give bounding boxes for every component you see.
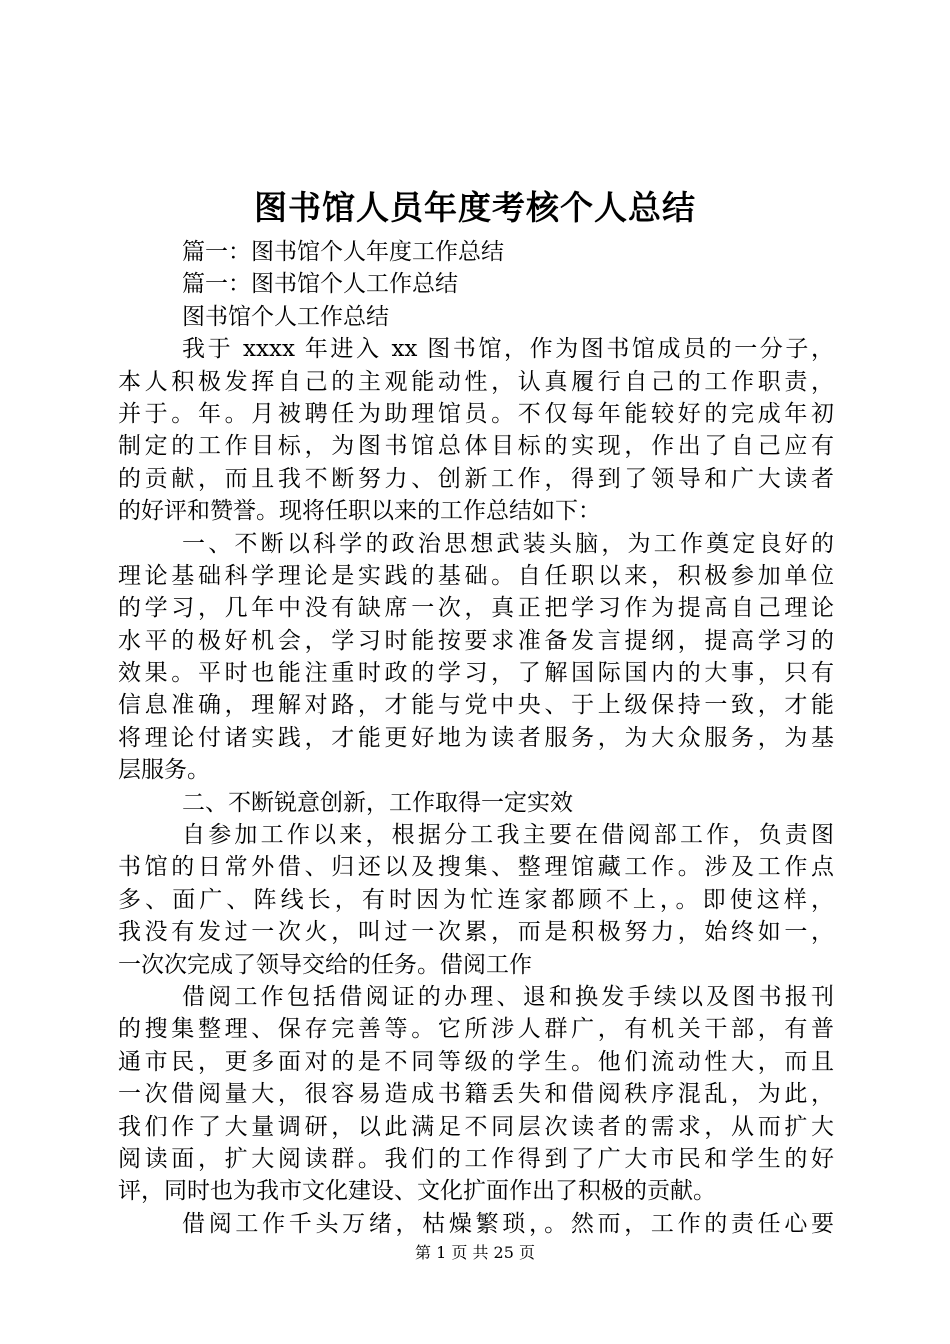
body-line: 图书馆个人工作总结: [182, 303, 389, 330]
body-line: 水平的极好机会，学习时能按要求准备发言提纲，提高学习的: [118, 627, 834, 654]
page-footer: 第 1 页 共 25 页: [415, 1243, 535, 1262]
body-line: 通市民，更多面对的是不同等级的学生。他们流动性大，而且: [118, 1048, 834, 1075]
body-line: 信息准确，理解对路，才能与党中央、于上级保持一致，才能: [118, 692, 834, 719]
body-line: 效果。平时也能注重时政的学习，了解国际国内的大事，只有: [118, 660, 834, 687]
document-title: 图书馆人员年度考核个人总结: [254, 188, 696, 227]
body-line: 一次次完成了领导交给的任务。借阅工作: [118, 951, 532, 978]
body-line: 自参加工作以来，根据分工我主要在借阅部工作，负责图: [182, 822, 834, 849]
body-line: 书馆的日常外借、归还以及搜集、整理馆藏工作。涉及工作点: [118, 854, 834, 881]
body-line: 我于 xxxx 年进入 xx 图书馆，作为图书馆成员的一分子，: [182, 336, 834, 363]
body-line: 理论基础科学理论是实践的基础。自任职以来，积极参加单位: [118, 562, 834, 589]
body-line: 二、不断锐意创新，工作取得一定实效: [182, 789, 573, 816]
body-line: 篇一：图书馆个人年度工作总结: [182, 239, 504, 265]
document-body: [118, 236, 834, 1240]
body-line: 并于。年。月被聘任为助理馆员。不仅每年能较好的完成年初: [118, 400, 834, 427]
body-line: 借阅工作千头万绪，枯燥繁琐，。然而，工作的责任心要: [182, 1210, 834, 1237]
body-line: 制定的工作目标，为图书馆总体目标的实现，作出了自己应有: [118, 433, 834, 460]
body-line: 层服务。: [118, 757, 210, 784]
body-line: 篇一：图书馆个人工作总结: [182, 271, 458, 298]
body-line: 我没有发过一次火，叫过一次累，而是积极努力，始终如一，: [118, 919, 834, 946]
body-line: 一次借阅量大，很容易造成书籍丢失和借阅秩序混乱，为此，: [118, 1081, 834, 1108]
body-line: 借阅工作包括借阅证的办理、退和换发手续以及图书报刊: [182, 983, 834, 1010]
body-line: 将理论付诸实践，才能更好地为读者服务，为大众服务，为基: [118, 724, 834, 751]
body-line: 的学习，几年中没有缺席一次，真正把学习作为提高自己理论: [118, 595, 834, 622]
body-line: 的好评和赞誉。现将任职以来的工作总结如下：: [118, 498, 601, 525]
body-line: 我们作了大量调研，以此满足不同层次读者的需求，从而扩大: [118, 1113, 834, 1140]
body-line: 阅读面，扩大阅读群。我们的工作得到了广大市民和学生的好: [118, 1145, 834, 1172]
body-line: 本人积极发挥自己的主观能动性，认真履行自己的工作职责，: [118, 368, 834, 395]
body-line: 评，同时也为我市文化建设、文化扩面作出了积极的贡献。: [118, 1178, 716, 1205]
body-line: 的贡献，而且我不断努力、创新工作，得到了领导和广大读者: [118, 465, 834, 492]
body-line: 一、不断以科学的政治思想武装头脑，为工作奠定良好的: [182, 530, 834, 557]
body-line: 的搜集整理、保存完善等。它所涉人群广，有机关干部，有普: [118, 1016, 834, 1043]
body-line: 多、面广、阵线长，有时因为忙连家都顾不上，。即使这样，: [118, 886, 834, 913]
